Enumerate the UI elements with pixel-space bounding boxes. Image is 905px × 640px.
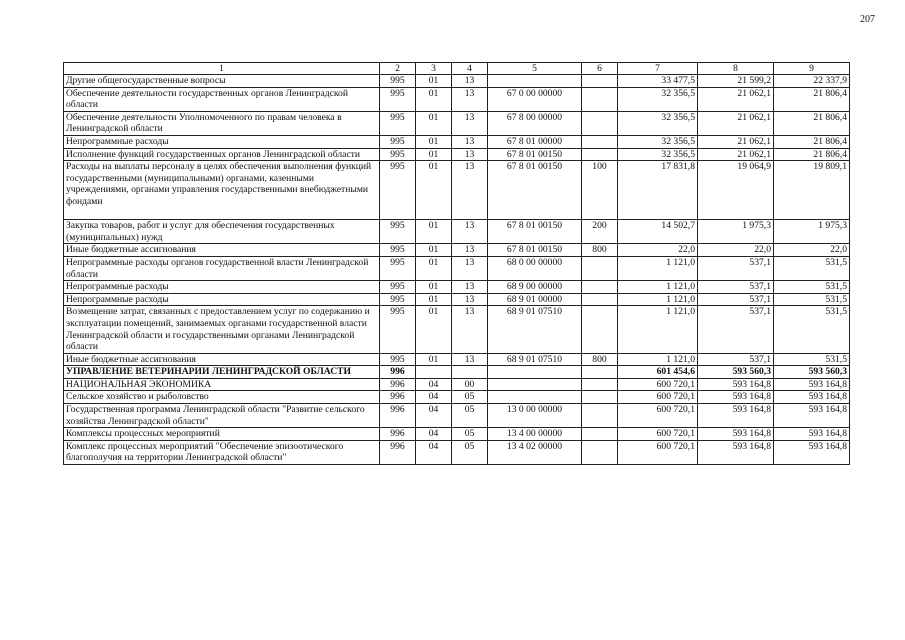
cell-amount-2: 537,1 (698, 306, 774, 353)
cell-expense-type (582, 281, 618, 294)
cell-amount-2: 593 164,8 (698, 378, 774, 391)
table-row (64, 293, 850, 306)
budget-table (63, 62, 850, 465)
cell-target-article: 13 4 00 00000 (488, 428, 582, 441)
cell-name: Обеспечение деятельности Уполномоченного по правам человека в Ленинградской области (64, 111, 380, 135)
cell-admin-code: 996 (380, 378, 416, 391)
cell-admin-code: 995 (380, 87, 416, 111)
table-row (64, 148, 850, 161)
cell-amount-3: 22 337,9 (774, 75, 850, 88)
cell-amount-1: 32 356,5 (618, 111, 698, 135)
cell-amount-1: 1 121,0 (618, 306, 698, 353)
cell-subsection: 13 (452, 353, 488, 366)
cell-amount-2: 593 164,8 (698, 391, 774, 404)
cell-section: 01 (416, 244, 452, 257)
table-row (64, 353, 850, 366)
cell-amount-3: 531,5 (774, 281, 850, 294)
cell-amount-2: 593 164,8 (698, 404, 774, 428)
cell-section: 01 (416, 111, 452, 135)
col-header: 7 (618, 63, 698, 75)
table-row (64, 366, 850, 379)
table-row (64, 75, 850, 88)
col-header: 6 (582, 63, 618, 75)
cell-admin-code: 996 (380, 428, 416, 441)
cell-subsection: 13 (452, 306, 488, 353)
cell-subsection: 13 (452, 148, 488, 161)
cell-name: Государственная программа Ленинградской области "Развитие сельского хозяйства Ленинградской области" (64, 404, 380, 428)
col-header: 8 (698, 63, 774, 75)
cell-amount-1: 601 454,6 (618, 366, 698, 379)
cell-name: Расходы на выплаты персоналу в целях обеспечения выполнения функций государственными (муниципальными) органами, казенными учреждениями, органами управления государственными внебюджетными фондами (64, 161, 380, 220)
cell-amount-3: 531,5 (774, 353, 850, 366)
cell-expense-type (582, 135, 618, 148)
cell-subsection: 13 (452, 87, 488, 111)
cell-expense-type (582, 428, 618, 441)
cell-amount-1: 17 831,8 (618, 161, 698, 220)
cell-expense-type: 800 (582, 244, 618, 257)
cell-expense-type (582, 75, 618, 88)
cell-name: Исполнение функций государственных органов Ленинградской области (64, 148, 380, 161)
cell-amount-2: 593 164,8 (698, 440, 774, 464)
cell-target-article (488, 366, 582, 379)
cell-name: Непрограммные расходы органов государственной власти Ленинградской области (64, 256, 380, 280)
cell-amount-1: 600 720,1 (618, 404, 698, 428)
cell-amount-1: 600 720,1 (618, 378, 698, 391)
cell-subsection: 13 (452, 135, 488, 148)
table-row (64, 244, 850, 257)
col-header: 1 (64, 63, 380, 75)
cell-section: 04 (416, 391, 452, 404)
cell-section (416, 366, 452, 379)
cell-subsection: 13 (452, 281, 488, 294)
cell-section: 04 (416, 378, 452, 391)
cell-subsection: 13 (452, 256, 488, 280)
table-header-row (64, 63, 850, 75)
cell-section: 01 (416, 161, 452, 220)
cell-expense-type (582, 293, 618, 306)
cell-subsection: 05 (452, 440, 488, 464)
cell-name: Иные бюджетные ассигнования (64, 244, 380, 257)
cell-amount-2: 21 062,1 (698, 111, 774, 135)
cell-amount-1: 22,0 (618, 244, 698, 257)
cell-amount-2: 537,1 (698, 353, 774, 366)
cell-expense-type: 800 (582, 353, 618, 366)
cell-amount-1: 1 121,0 (618, 281, 698, 294)
cell-amount-3: 21 806,4 (774, 111, 850, 135)
cell-target-article (488, 75, 582, 88)
cell-amount-2: 593 560,3 (698, 366, 774, 379)
cell-section: 01 (416, 293, 452, 306)
table-row (64, 111, 850, 135)
cell-amount-3: 1 975,3 (774, 220, 850, 244)
cell-amount-3: 593 164,8 (774, 391, 850, 404)
cell-subsection (452, 366, 488, 379)
cell-expense-type (582, 378, 618, 391)
cell-amount-2: 21 062,1 (698, 135, 774, 148)
cell-amount-2: 537,1 (698, 256, 774, 280)
cell-amount-2: 19 064,9 (698, 161, 774, 220)
cell-amount-3: 531,5 (774, 293, 850, 306)
cell-amount-2: 537,1 (698, 293, 774, 306)
table-row (64, 220, 850, 244)
cell-section: 01 (416, 306, 452, 353)
cell-target-article: 67 8 01 00150 (488, 148, 582, 161)
cell-name: Закупка товаров, работ и услуг для обеспечения государственных (муниципальных) нужд (64, 220, 380, 244)
cell-amount-2: 537,1 (698, 281, 774, 294)
cell-admin-code: 995 (380, 161, 416, 220)
table-row (64, 306, 850, 353)
cell-amount-1: 32 356,5 (618, 87, 698, 111)
cell-subsection: 13 (452, 220, 488, 244)
cell-amount-1: 33 477,5 (618, 75, 698, 88)
cell-expense-type: 200 (582, 220, 618, 244)
cell-section: 01 (416, 148, 452, 161)
cell-amount-3: 593 164,8 (774, 378, 850, 391)
cell-admin-code: 996 (380, 404, 416, 428)
cell-expense-type (582, 256, 618, 280)
cell-amount-3: 593 560,3 (774, 366, 850, 379)
cell-admin-code: 995 (380, 75, 416, 88)
col-header: 4 (452, 63, 488, 75)
cell-admin-code: 996 (380, 391, 416, 404)
cell-target-article: 67 8 01 00150 (488, 220, 582, 244)
cell-subsection: 13 (452, 161, 488, 220)
cell-subsection: 05 (452, 428, 488, 441)
cell-amount-3: 21 806,4 (774, 87, 850, 111)
cell-subsection: 13 (452, 244, 488, 257)
cell-admin-code: 995 (380, 306, 416, 353)
cell-section: 04 (416, 404, 452, 428)
cell-target-article: 67 8 00 00000 (488, 111, 582, 135)
cell-name: Комплексы процессных мероприятий (64, 428, 380, 441)
table-row (64, 256, 850, 280)
cell-name: Сельское хозяйство и рыболовство (64, 391, 380, 404)
cell-admin-code: 995 (380, 293, 416, 306)
cell-section: 01 (416, 281, 452, 294)
cell-target-article: 68 0 00 00000 (488, 256, 582, 280)
cell-target-article: 67 0 00 00000 (488, 87, 582, 111)
page-number: 207 (860, 14, 875, 25)
cell-expense-type (582, 366, 618, 379)
cell-expense-type (582, 440, 618, 464)
table-body (64, 75, 850, 465)
cell-target-article: 13 4 02 00000 (488, 440, 582, 464)
col-header: 2 (380, 63, 416, 75)
cell-amount-1: 600 720,1 (618, 440, 698, 464)
cell-amount-1: 600 720,1 (618, 391, 698, 404)
cell-amount-1: 32 356,5 (618, 148, 698, 161)
cell-target-article: 13 0 00 00000 (488, 404, 582, 428)
cell-name: НАЦИОНАЛЬНАЯ ЭКОНОМИКА (64, 378, 380, 391)
cell-admin-code: 995 (380, 244, 416, 257)
cell-target-article: 68 9 01 07510 (488, 306, 582, 353)
cell-expense-type (582, 404, 618, 428)
table-row (64, 404, 850, 428)
cell-amount-3: 593 164,8 (774, 428, 850, 441)
cell-amount-3: 593 164,8 (774, 440, 850, 464)
cell-expense-type (582, 306, 618, 353)
cell-amount-1: 1 121,0 (618, 353, 698, 366)
cell-section: 01 (416, 75, 452, 88)
cell-admin-code: 995 (380, 353, 416, 366)
cell-section: 04 (416, 428, 452, 441)
cell-admin-code: 995 (380, 135, 416, 148)
cell-admin-code: 995 (380, 111, 416, 135)
cell-amount-2: 21 599,2 (698, 75, 774, 88)
col-header: 3 (416, 63, 452, 75)
cell-amount-3: 22,0 (774, 244, 850, 257)
table-row (64, 428, 850, 441)
cell-amount-3: 593 164,8 (774, 404, 850, 428)
cell-target-article: 67 8 01 00150 (488, 161, 582, 220)
cell-subsection: 13 (452, 293, 488, 306)
cell-subsection: 05 (452, 404, 488, 428)
cell-target-article: 67 8 01 00000 (488, 135, 582, 148)
cell-name: Возмещение затрат, связанных с предоставлением услуг по содержанию и эксплуатации помещений, занимаемых органами государственной власти Ленинградской области и государственными органами Ленинградской области (64, 306, 380, 353)
cell-amount-1: 600 720,1 (618, 428, 698, 441)
cell-section: 04 (416, 440, 452, 464)
cell-amount-3: 21 806,4 (774, 148, 850, 161)
cell-name: Непрограммные расходы (64, 281, 380, 294)
cell-name: Непрограммные расходы (64, 135, 380, 148)
cell-admin-code: 995 (380, 281, 416, 294)
cell-subsection: 13 (452, 75, 488, 88)
col-header: 9 (774, 63, 850, 75)
cell-admin-code: 995 (380, 148, 416, 161)
cell-name: Обеспечение деятельности государственных органов Ленинградской области (64, 87, 380, 111)
cell-name: Непрограммные расходы (64, 293, 380, 306)
col-header: 5 (488, 63, 582, 75)
cell-target-article: 68 9 00 00000 (488, 281, 582, 294)
table-row (64, 391, 850, 404)
cell-name: Другие общегосударственные вопросы (64, 75, 380, 88)
cell-section: 01 (416, 135, 452, 148)
cell-expense-type (582, 87, 618, 111)
cell-target-article: 68 9 01 07510 (488, 353, 582, 366)
cell-admin-code: 995 (380, 256, 416, 280)
cell-amount-2: 22,0 (698, 244, 774, 257)
cell-amount-2: 1 975,3 (698, 220, 774, 244)
cell-amount-3: 531,5 (774, 306, 850, 353)
cell-subsection: 13 (452, 111, 488, 135)
cell-name: УПРАВЛЕНИЕ ВЕТЕРИНАРИИ ЛЕНИНГРАДСКОЙ ОБЛАСТИ (64, 366, 380, 379)
cell-amount-2: 21 062,1 (698, 87, 774, 111)
cell-amount-2: 593 164,8 (698, 428, 774, 441)
cell-target-article (488, 391, 582, 404)
cell-amount-2: 21 062,1 (698, 148, 774, 161)
cell-section: 01 (416, 256, 452, 280)
cell-expense-type (582, 391, 618, 404)
cell-subsection: 05 (452, 391, 488, 404)
cell-name: Иные бюджетные ассигнования (64, 353, 380, 366)
cell-target-article: 68 9 01 00000 (488, 293, 582, 306)
cell-amount-1: 1 121,0 (618, 293, 698, 306)
cell-target-article (488, 378, 582, 391)
cell-section: 01 (416, 87, 452, 111)
cell-admin-code: 996 (380, 366, 416, 379)
table-row (64, 135, 850, 148)
table-row (64, 378, 850, 391)
cell-amount-1: 14 502,7 (618, 220, 698, 244)
cell-subsection: 00 (452, 378, 488, 391)
cell-expense-type: 100 (582, 161, 618, 220)
cell-amount-1: 32 356,5 (618, 135, 698, 148)
table-row (64, 440, 850, 464)
table-row (64, 281, 850, 294)
cell-amount-1: 1 121,0 (618, 256, 698, 280)
cell-target-article: 67 8 01 00150 (488, 244, 582, 257)
cell-admin-code: 996 (380, 440, 416, 464)
cell-section: 01 (416, 220, 452, 244)
table-row (64, 161, 850, 220)
cell-amount-3: 531,5 (774, 256, 850, 280)
cell-amount-3: 21 806,4 (774, 135, 850, 148)
table-row (64, 87, 850, 111)
cell-expense-type (582, 111, 618, 135)
cell-name: Комплекс процессных мероприятий "Обеспечение эпизоотического благополучия на территории Ленинградской области" (64, 440, 380, 464)
cell-section: 01 (416, 353, 452, 366)
cell-expense-type (582, 148, 618, 161)
cell-admin-code: 995 (380, 220, 416, 244)
cell-amount-3: 19 809,1 (774, 161, 850, 220)
